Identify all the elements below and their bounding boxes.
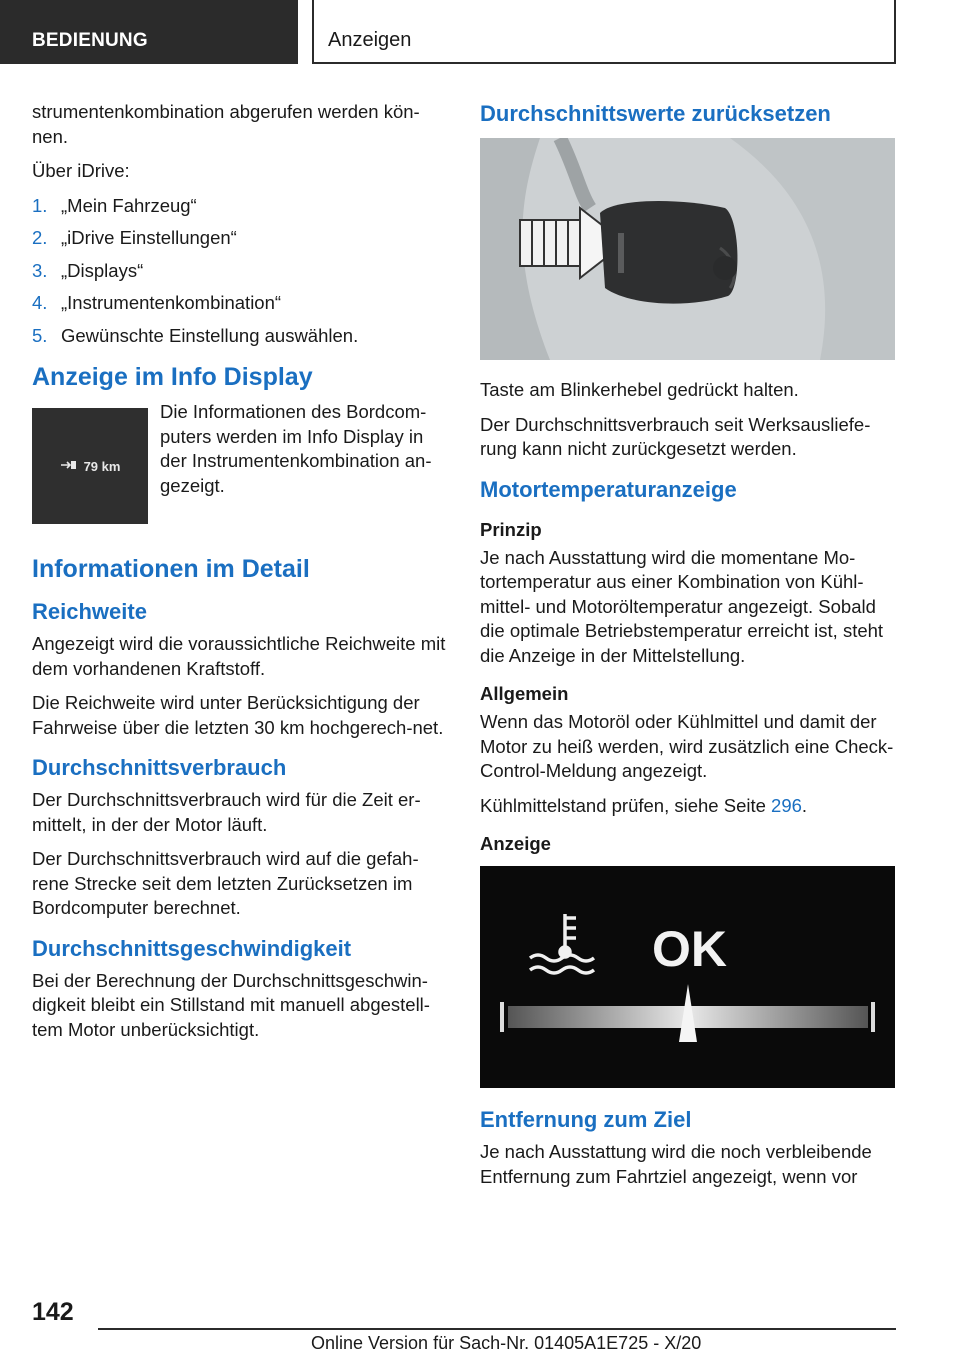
- step-number: 5.: [32, 324, 48, 346]
- anzeige-heading: Anzeige: [480, 833, 551, 854]
- header-section-label: BEDIENUNG: [0, 0, 298, 64]
- list-item: [32, 259, 448, 284]
- list-item: [32, 324, 448, 349]
- idrive-steps-list: [32, 194, 448, 349]
- allgemein-paragraph-2: [480, 794, 896, 819]
- info-display-image: [32, 408, 148, 524]
- left-column: [32, 100, 448, 1052]
- idrive-label: Über iDrive:: [32, 160, 130, 181]
- right-column: [480, 100, 896, 1199]
- header-chapter-label: Anzeigen: [312, 0, 896, 64]
- step-number: 1.: [32, 194, 48, 216]
- step-text: „Mein Fahrzeug“: [61, 194, 197, 216]
- page-number: 142: [32, 1298, 74, 1326]
- step-text: „Displays“: [61, 259, 144, 281]
- geschw-heading: Durchschnittsgeschwindigkeit: [32, 935, 352, 961]
- verbrauch-paragraph-2: Der Durchschnittsverbrauch wird auf die gefah-rene Strecke seit dem letzten Zurücksetzen im Bordcomputer berechnet.: [32, 848, 419, 918]
- reset-paragraph-1: Taste am Blinkerhebel gedrückt halten.: [480, 379, 799, 400]
- verbrauch-heading: Durchschnittsverbrauch: [32, 755, 287, 780]
- prinzip-heading: Prinzip: [480, 518, 542, 540]
- info-display-heading: Anzeige im Info Display: [32, 363, 313, 391]
- verbrauch-paragraph-1: Der Durchschnittsverbrauch wird für die Zeit er-mittelt, in der der Motor läuft.: [32, 789, 421, 835]
- gauge-status-text: OK: [652, 921, 727, 977]
- coolant-gauge-image: [480, 866, 895, 1088]
- step-number: 2.: [32, 227, 48, 248]
- page-reference-link[interactable]: 296: [771, 794, 802, 816]
- prinzip-paragraph: Je nach Ausstattung wird die momentane Mo-tortemperatur aus einer Kombination von Kühl-mittel- und Motoröltemperatur angezeigt. Sobald die optimale Betriebstemperatur erreicht ist, steht die Anzeige in der Mittelstellung.: [480, 546, 884, 666]
- step-text: „Instrumentenkombination“: [61, 292, 282, 313]
- allgemein-paragraph-2-text: Kühlmittelstand prüfen, siehe Seite: [480, 794, 772, 816]
- info-display-text: Die Informationen des Bordcom-puters werden im Info Display in der Instrumentenkombination an-gezeigt.: [160, 401, 432, 496]
- ziel-paragraph: Je nach Ausstattung wird die noch verbleibende Entfernung zum Fahrtziel angezeigt, wenn vor: [480, 1141, 872, 1187]
- fuel-range-icon: [60, 459, 78, 474]
- reset-heading: Durchschnittswerte zurücksetzen: [480, 101, 831, 126]
- allgemein-heading: Allgemein: [480, 683, 569, 704]
- reichweite-paragraph-2: Die Reichweite wird unter Berücksichtigung der Fahrweise über die letzten 30 km hochgerech-net.: [32, 692, 444, 738]
- reichweite-paragraph-1: Angezeigt wird die voraussichtliche Reichweite mit dem vorhandenen Kraftstoff.: [32, 633, 446, 679]
- step-text: „iDrive Einstellungen“: [61, 227, 237, 248]
- reset-paragraph-2: Der Durchschnittsverbrauch seit Werksausliefe-rung kann nicht zurückgesetzt werden.: [480, 413, 871, 459]
- list-item: [32, 194, 448, 219]
- footer-text: Online Version für Sach-Nr. 01405A1E725 - X/20: [311, 1333, 702, 1353]
- list-item: [32, 226, 448, 251]
- allgemein-paragraph-1: Wenn das Motoröl oder Kühlmittel und damit der Motor zu heiß werden, wird zusätzlich eine Check-Control-Meldung angezeigt.: [480, 711, 894, 781]
- turn-signal-lever-image: [480, 138, 895, 360]
- geschw-paragraph-1: Bei der Berechnung der Durchschnittsgeschwin-digkeit bleibt ein Stillstand mit manuell abgestell-tem Motor unberücksichtigt.: [32, 969, 430, 1040]
- info-display-block: [32, 400, 448, 524]
- allgemein-paragraph-2-end: .: [801, 794, 808, 816]
- step-number: 4.: [32, 292, 48, 313]
- detail-heading: Informationen im Detail: [32, 555, 310, 583]
- list-item: [32, 291, 448, 316]
- info-display-value: 79 km: [83, 458, 121, 474]
- reichweite-heading: Reichweite: [32, 599, 147, 624]
- footer-divider: [98, 1328, 896, 1330]
- step-number: 3.: [32, 259, 48, 281]
- motor-heading: Motortemperaturanzeige: [480, 476, 737, 502]
- step-text: Gewünschte Einstellung auswählen.: [61, 324, 359, 346]
- ziel-heading: Entfernung zum Ziel: [480, 1107, 692, 1132]
- intro-paragraph: strumentenkombination abgerufen werden kön-nen.: [32, 101, 420, 147]
